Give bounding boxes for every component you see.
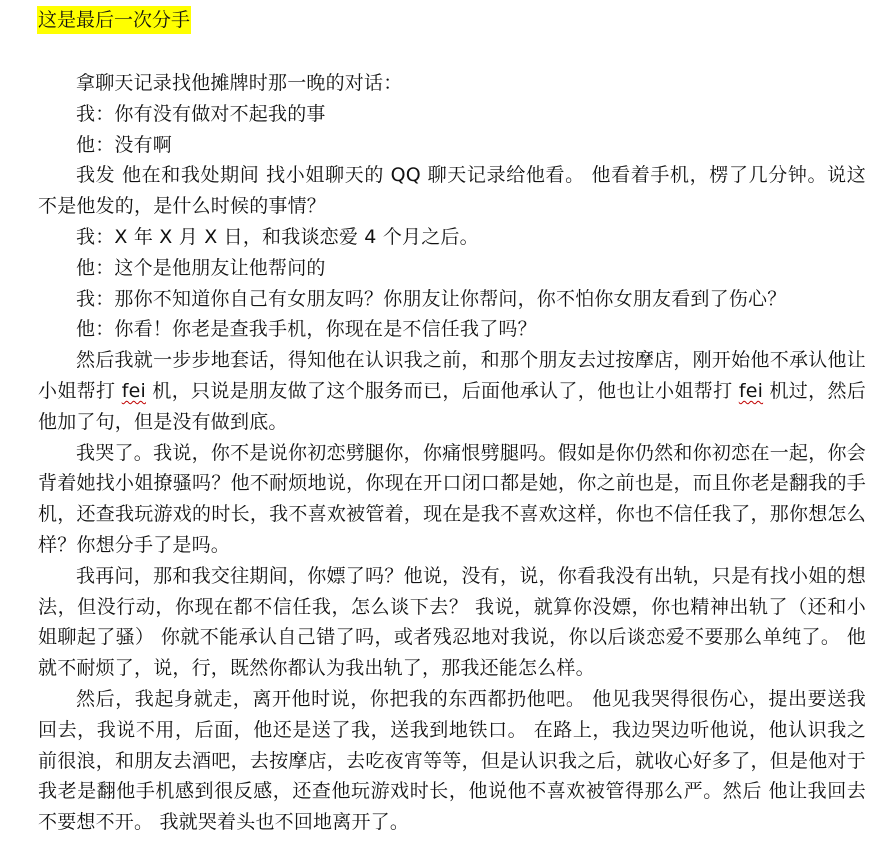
paragraph xyxy=(38,345,866,437)
paragraph-text: 然后我就一步步地套话，得知他在认识我之前，和那个朋友去过按摩店，刚开始他不承认他让小姐帮打 xyxy=(38,349,866,402)
paragraph: 我再问，那和我交往期间，你嫖了吗？他说，没有，说，你看我没有出轨，只是有找小姐的想法，但没行动，你现在都不信任我，怎么谈下去？ 我说，就算你没嫖，你也精神出轨了（还和小姐聊起了骚） 你就不能承认自己错了吗，或者残忍地对我说，你以后谈恋爱不要那么单纯了。 他就不耐烦了，说，行，既然你都认为我出轨了，那我还能怎么样。 xyxy=(38,564,866,680)
paragraph: 拿聊天记录找他摊牌时那一晚的对话： xyxy=(76,72,403,94)
spelling-flagged-word: fei xyxy=(121,379,146,402)
paragraph: 我发 他在和我处期间 找小姐聊天的 QQ 聊天记录给他看。 他看着手机，楞了几分钟。说这不是他发的，是什么时候的事情？ xyxy=(38,164,866,218)
paragraph: 我哭了。我说，你不是说你初恋劈腿你，你痛恨劈腿吗。假如是你仍然和你初恋在一起，你会背着她找小姐撩骚吗？他不耐烦地说，你现在开口闭口都是她，你之前也是，而且你老是翻我的手机，还查我玩游戏的时长，我不喜欢被管着，现在是我不喜欢这样，你也不信任我了，那你想怎么样？你想分手了是吗。 xyxy=(38,441,866,556)
paragraph: 我：你有没有做对不起我的事 xyxy=(76,102,326,125)
paragraph: 他：这个是他朋友让他帮问的 xyxy=(76,256,326,279)
spelling-flagged-word: fei xyxy=(738,379,764,402)
document-title: 这是最后一次分手 xyxy=(37,6,191,34)
paragraph-text: 机过，然后他加了句，但是没有做到底。 xyxy=(38,379,866,433)
document-body xyxy=(38,68,866,838)
paragraph: 我：X 年 X 月 X 日，和我谈恋爱 4 个月之后。 xyxy=(76,225,479,248)
paragraph: 我：那你不知道你自己有女朋友吗？你朋友让你帮问，你不怕你女朋友看到了伤心？ xyxy=(76,287,787,310)
paragraph: 然后，我起身就走，离开他时说，你把我的东西都扔他吧。 他见我哭得很伤心，提出要送我回去，我说不用，后面，他还是送了我，送我到地铁口。 在路上，我边哭边听他说，他认识我之前很浪，和朋友去酒吧，去按摩店，去吃夜宵等等，但是认识我之后，就收心好多了，但是他对于我老是翻他手机感到很反感，还查他玩游戏时长，他说他不喜欢被管得那么严。然后 他让我回去不要想不开。 我就哭着头也不回地离开了。 xyxy=(38,687,866,834)
paragraph: 他：你看！你老是查我手机，你现在是不信任我了吗？ xyxy=(76,318,537,341)
paragraph: 他：没有啊 xyxy=(76,133,173,156)
paragraph-text: 机，只说是朋友做了这个服务而已，后面他承认了，他也让小姐帮打 xyxy=(145,379,739,402)
